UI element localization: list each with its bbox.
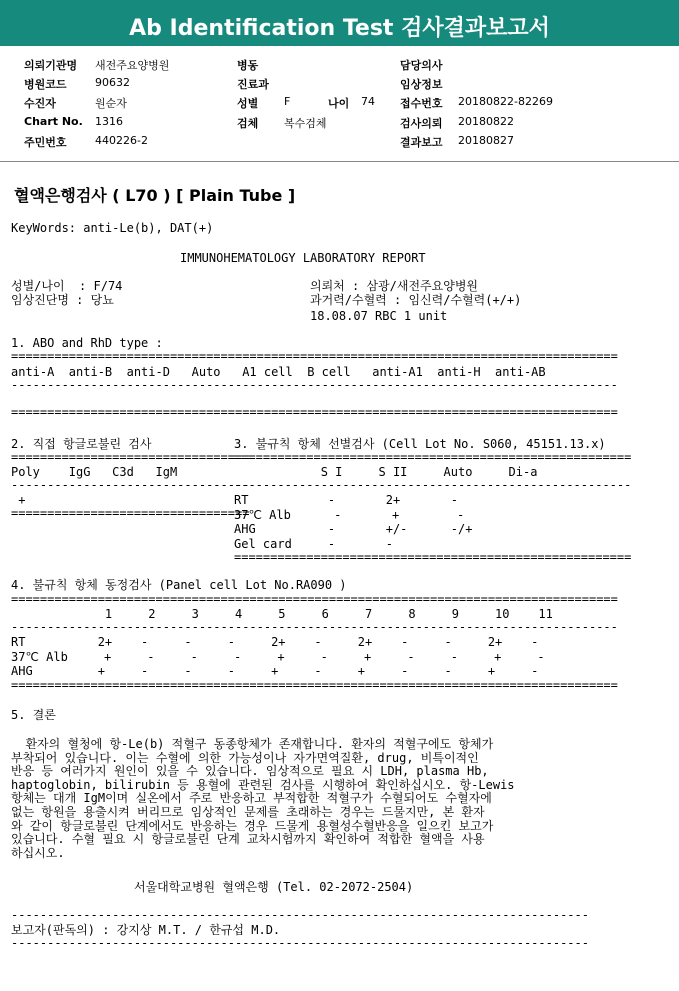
dat-header: Poly IgG C3d IgM — [11, 465, 178, 479]
conclusion-line: 있습니다. 수혈 필요 시 항글로불린 단계 교차시험까지 확인하여 적합한 혈액을 사용 — [11, 832, 485, 847]
separator: ==================================================================================== — [11, 405, 618, 419]
report-date-value: 20180827 — [458, 134, 514, 147]
separator: ================================= — [11, 506, 250, 520]
screen-title: 3. 불규칙 항체 선별검사 (Cell Lot No. S060, 45151.13.x) — [234, 437, 606, 451]
dat-value: + — [11, 493, 26, 507]
separator: ------------------------------------------------------- — [234, 478, 632, 492]
hospital-code-label: 병원코드 — [24, 78, 67, 91]
signature-org: 서울대학교병원 혈액은행 (Tel. 02-2072-2504) — [134, 880, 414, 894]
sex-age-line: 성별/나이 : F/74 — [11, 279, 123, 293]
separator: ==================================================================================== — [11, 592, 618, 606]
requester-line: 의뢰처 : 삼광/새전주요양병원 — [310, 279, 479, 293]
hospital-code-value: 90632 — [95, 76, 130, 89]
institution-value: 새전주요양병원 — [95, 59, 170, 72]
chart-no-label: Chart No. — [24, 115, 83, 128]
conclusion-line: 와 같이 항글로불린 단계에서도 반응하는 경우 드물게 용혈성수혈반응을 일으킨 보고가 — [11, 818, 494, 833]
patient-value: 원순자 — [95, 97, 127, 110]
separator: --------------------------------- — [11, 478, 250, 492]
conclusion-line: 하십시오. — [11, 845, 65, 860]
screen-row: 37℃ Alb - + - — [234, 508, 465, 522]
clinical-info-label: 임상정보 — [400, 78, 443, 91]
age-label: 나이 — [328, 97, 350, 110]
conclusion-line: 없는 항원을 용출시켜 버리므로 임상적인 문제를 초래하는 경우는 드물지만, 본 환자 — [11, 804, 485, 819]
doctor-label: 담당의사 — [400, 59, 443, 72]
separator: ==================================================================================== — [11, 349, 618, 363]
separator: ================================= — [11, 450, 250, 464]
rrn-label: 주민번호 — [24, 136, 67, 149]
transfusion-line: 18.08.07 RBC 1 unit — [310, 309, 448, 323]
abo-title: 1. ABO and RhD type : — [11, 336, 163, 350]
lab-report-title: IMMUNOHEMATOLOGY LABORATORY REPORT — [180, 251, 426, 265]
separator: ------------------------------------------------------------------------------------ — [11, 378, 618, 392]
section-title: 혈액은행검사 ( L70 ) [ Plain Tube ] — [14, 186, 296, 205]
sex-label: 성별 — [237, 97, 259, 110]
screen-row: RT - 2+ - — [234, 493, 458, 507]
conclusion-title: 5. 결론 — [11, 708, 56, 722]
dat-title: 2. 직접 항글로불린 검사 — [11, 437, 152, 451]
reporter-line: 보고자(판독의) : 강지상 M.T. / 한규섭 M.D. — [11, 923, 281, 937]
specimen-label: 검체 — [237, 117, 259, 130]
history-line: 과거력/수혈력 : 임신력/수혈력(+/+) — [310, 293, 522, 307]
panel-title: 4. 불규칙 항체 동정검사 (Panel cell Lot No.RA090 ) — [11, 578, 347, 592]
report-header-info — [0, 46, 679, 152]
conclusion-paragraph — [11, 738, 611, 860]
separator: ------------------------------------------------------------------------------------ — [11, 620, 618, 634]
header-divider — [0, 161, 679, 162]
panel-row: 37℃ Alb + - - - + - + - - + - — [11, 650, 545, 664]
separator: -------------------------------------------------------------------------------- — [11, 936, 589, 950]
report-date-label: 결과보고 — [400, 136, 443, 149]
report-banner-title: Ab Identification Test 검사결과보고서 — [0, 0, 679, 46]
keywords: KeyWords: anti-Le(b), DAT(+) — [11, 221, 214, 235]
request-date-label: 검사의뢰 — [400, 117, 443, 130]
receipt-no-value: 20180822-82269 — [458, 95, 553, 108]
conclusion-line: 반응 등 여러가지 원인이 있을 수 있습니다. 임상적으로 필요 시 LDH, plasma Hb, — [11, 764, 489, 779]
request-date-value: 20180822 — [458, 115, 514, 128]
screen-header: S I S II Auto Di-a — [234, 465, 538, 479]
rrn-value: 440226-2 — [95, 134, 148, 147]
conclusion-line: haptoglobin, bilirubin 등 용혈에 관련된 검사를 시행하여 확인하십시오. 항-Lewis — [11, 777, 515, 792]
chart-no-value: 1316 — [95, 115, 123, 128]
separator: ==================================================================================== — [11, 678, 618, 692]
specimen-value: 복수검체 — [284, 117, 327, 130]
age-value: 74 — [361, 95, 375, 108]
receipt-no-label: 접수번호 — [400, 97, 443, 110]
panel-header: 1 2 3 4 5 6 7 8 9 10 11 — [11, 607, 553, 621]
panel-row: RT 2+ - - - 2+ - 2+ - - 2+ - — [11, 635, 539, 649]
panel-row: AHG + - - - + - + - - + - — [11, 664, 539, 678]
patient-label: 수진자 — [24, 97, 56, 110]
separator: ======================================================= — [234, 550, 632, 564]
conclusion-line: 항체는 대개 IgM이며 실온에서 주로 반응하고 부적합한 적혈구가 수혈되어도 수혈자에 — [11, 791, 492, 806]
institution-label: 의뢰기관명 — [24, 59, 78, 72]
sex-value: F — [284, 95, 291, 108]
conclusion-line: 부착되어 있습니다. 이는 수혈에 의한 가능성이나 자가면역질환, drug, 비특이적인 — [11, 750, 479, 765]
abo-header: anti-A anti-B anti-D Auto A1 cell B cell anti-A1 anti-H anti-AB — [11, 365, 546, 379]
conclusion-line: 환자의 혈청에 항-Le(b) 적혈구 동종항체가 존재합니다. 환자의 적혈구에도 항체가 — [11, 737, 494, 751]
separator: -------------------------------------------------------------------------------- — [11, 908, 589, 922]
ward-label: 병동 — [237, 59, 259, 72]
diagnosis-line: 임상진단명 : 당뇨 — [11, 293, 114, 307]
screen-row: Gel card - - — [234, 537, 393, 551]
screen-row: AHG - +/- -/+ — [234, 522, 473, 536]
separator: ======================================================= — [234, 450, 632, 464]
dept-label: 진료과 — [237, 78, 269, 91]
